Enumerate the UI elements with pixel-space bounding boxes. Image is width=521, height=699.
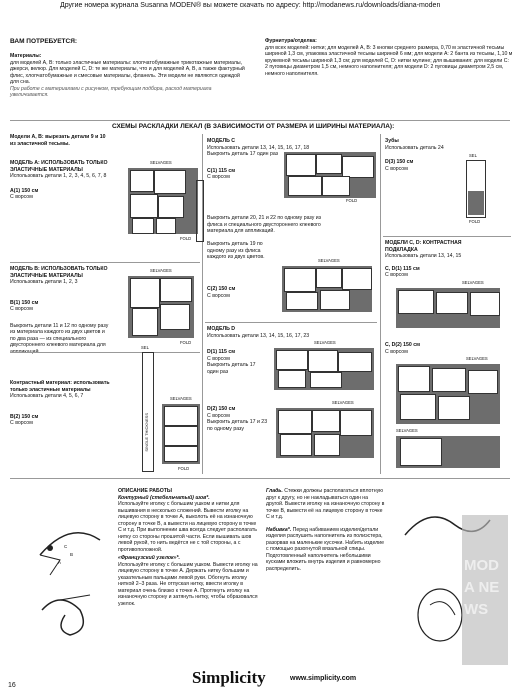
c2-size: C(2) 150 см bbox=[207, 286, 236, 292]
selvages-label: SELVAGES bbox=[150, 160, 172, 165]
fold-label: FOLD bbox=[180, 340, 192, 345]
pattern-piece bbox=[398, 290, 434, 314]
divider-col1-b bbox=[10, 352, 200, 353]
pattern-piece bbox=[286, 292, 318, 310]
c-note2: Выкроить деталь 19 по одному разу из флиса каждого из двух цветов. bbox=[207, 241, 265, 260]
layout-title: СХЕМЫ РАСКЛАДКИ ЛЕКАЛ (В ЗАВИСИМОСТИ ОТ РАЗМЕРА И ШИРИНЫ МАТЕРИАЛА): bbox=[112, 123, 395, 130]
contrast-parts: Использовать детали 4, 5, 6, 7 bbox=[10, 393, 84, 399]
fabric-area bbox=[468, 191, 484, 215]
top-note: Другие номера журнала Susanna MODEN® вы можете скачать по адресу: http://modanews.ru/downloads/diana-moden bbox=[60, 2, 441, 9]
cd-title: МОДЕЛИ C, D: КОНТРАСТНАЯ ПОДКЛАДКА bbox=[385, 240, 462, 253]
ab-cut-note: Модели A, B: вырезать детали 9 и 10 из эластичной тесьмы. bbox=[10, 134, 106, 147]
modelC-title: МОДЕЛЬ C bbox=[207, 138, 235, 144]
contrast-title: Контрастный материал: использовать только эластичные материалы bbox=[10, 380, 110, 393]
modelC-cut: Выкроить деталь 17 один раз bbox=[207, 151, 279, 157]
pattern-piece bbox=[132, 308, 158, 336]
point-a-label: A bbox=[58, 560, 62, 565]
pattern-piece bbox=[164, 406, 198, 426]
work-title: ОПИСАНИЕ РАБОТЫ bbox=[118, 488, 172, 494]
pattern-piece bbox=[400, 438, 442, 466]
materials-subtitle: Материалы: bbox=[10, 53, 42, 59]
modelB2-nap: С ворсом bbox=[10, 420, 33, 426]
c2-nap: С ворсом bbox=[207, 292, 230, 299]
layout-diagram-d1 bbox=[270, 340, 378, 396]
modelD-title: МОДЕЛЬ D bbox=[207, 326, 235, 332]
pattern-piece bbox=[278, 370, 306, 388]
cd-parts: Использовать детали 13, 14, 15 bbox=[385, 253, 462, 259]
layout-diagram-c1 bbox=[256, 146, 378, 206]
materials-body: для моделей A, B: только эластичные материалы: хлопчатобумажные трикотажные материалы, джерси, велюр. Для моделей C, D: те же материалы, что и для моделей A, B, а также фактурный флис, хлопчатобумажные и смесовые материалы, фланель. Эти модели не являются одеждой для сна. bbox=[10, 59, 245, 85]
modelB2-size: B(2) 150 см bbox=[10, 413, 39, 420]
teeth-strip bbox=[466, 153, 486, 224]
layout-diagram-c2 bbox=[258, 258, 378, 318]
french-title: «Французский узелок»*. bbox=[118, 555, 181, 561]
pattern-piece bbox=[470, 292, 500, 316]
modelA-size: A(1) 150 см bbox=[10, 187, 39, 194]
divider-col3 bbox=[383, 236, 511, 237]
stem-title: Контурный (стебельчатый) шов*. bbox=[118, 494, 210, 501]
notions-body: для всех моделей: нитки; для моделей A, B: 3 кнопки среднего размера, 0,70 м эластичной тесьмы шириной 1,3 см, упаковка эластичной тесьмы шириной 6 мм; для модели A: 2 банта из тесьмы, 1,10 м кружевной тесьмы шириной 1,3 см; для моделей C, D: нитки мулине; для вышивания: для модели C: 2 пуговицы диаметром 1,5 см, немного наполнителя; для модели D: 2 пуговицы диаметром 2,5 см, немного наполнителя. bbox=[265, 44, 513, 77]
stitch-illustration bbox=[30, 500, 110, 650]
sel-label: SEL bbox=[469, 153, 477, 158]
modelC-parts: Использовать детали 13, 14, 15, 16, 17, 18 bbox=[207, 144, 310, 151]
notions-section bbox=[265, 38, 513, 77]
c1-nap: С ворсом bbox=[207, 174, 230, 180]
pattern-piece bbox=[164, 426, 198, 446]
d2-nap: С ворсом bbox=[207, 412, 230, 419]
materials-section bbox=[10, 38, 250, 99]
modelA-title: МОДЕЛЬ A: ИСПОЛЬЗОВАТЬ ТОЛЬКО ЭЛАСТИЧНЫЕ МАТЕРИАЛЫ bbox=[10, 160, 108, 173]
selvages-label: SELVAGES bbox=[318, 258, 340, 263]
pattern-piece bbox=[340, 410, 372, 436]
pattern-piece bbox=[468, 370, 498, 394]
c1-size: C(1) 115 см bbox=[207, 167, 236, 174]
d1-size: D(1) 115 см bbox=[207, 349, 236, 355]
single-thickness-label: SINGLE THICKNESS bbox=[144, 413, 149, 452]
pattern-piece bbox=[310, 372, 342, 388]
teeth-parts: Использовать деталь 24 bbox=[385, 144, 444, 151]
pattern-piece bbox=[284, 268, 316, 292]
modelD-parts: Использовать детали 13, 14, 15, 16, 17, 23 bbox=[207, 332, 310, 339]
pattern-piece bbox=[312, 410, 340, 432]
fold-label: FOLD bbox=[346, 198, 358, 203]
pattern-piece bbox=[342, 268, 372, 290]
pattern-piece bbox=[338, 352, 372, 372]
pattern-piece bbox=[320, 290, 350, 310]
divider-work bbox=[10, 478, 510, 479]
d2-cut: Выкроить деталь 17 и 23 по одному разу bbox=[207, 419, 268, 432]
satin-title: Гладь. bbox=[266, 488, 283, 494]
selvages-label: SELVAGES bbox=[466, 356, 488, 361]
teeth-size: D(3) 150 см bbox=[385, 159, 414, 165]
pattern-piece bbox=[342, 156, 374, 178]
pattern-piece bbox=[132, 218, 154, 234]
pattern-piece bbox=[308, 350, 338, 372]
teeth-nap: С ворсом bbox=[385, 165, 408, 172]
c-note1: Выкроить детали 20, 21 и 22 по одному разу из флиса и специального двустороннего клеевого материала для аппликаций. bbox=[207, 215, 322, 234]
pattern-piece bbox=[164, 446, 198, 462]
page-number: 16 bbox=[8, 682, 16, 689]
pattern-piece bbox=[436, 292, 468, 314]
layout-diagram-b2 bbox=[158, 396, 202, 474]
watermark-text: MODA NEWS bbox=[464, 557, 500, 618]
pattern-piece bbox=[398, 366, 430, 392]
pattern-piece bbox=[158, 196, 184, 218]
modelB-note: Выкроить детали 11 и 12 по одному разу из материала каждого из двух цветов и по два раза — из специального двустороннего клеевого материала для bbox=[10, 322, 109, 348]
stem-body: Используйте иголку с большим ушком и нитки для вышивания в несколько сложений. Вывести иголку на лицевую сторону в точке A, выколоть её на изнаночную сторону в точке B, а вывести на лицевую сторону в точке C и т.д. При выполнении шва всегда следует располагать нитку со стороны прошитой части. Если вышивать шов левой рукой, то нить ведётся не с той стороны, а с противоположной. bbox=[118, 501, 257, 553]
layout-diagram-b1 bbox=[120, 268, 200, 348]
layout-diagram-a1 bbox=[120, 160, 200, 250]
pattern-piece bbox=[286, 154, 316, 176]
french-body: Используйте иголку с большим ушком. Вывести иголку на лицевую сторону в точке A. Держать нитку большим и указательным пальцами левой руки. Обогнуть иголку ниткой 2–3 раза. Не отпуская нитку, ввести иголку в материал очень близко к точке A. Протянуть иголку на изнаночную сторону и затянуть нитку, чтобы образовался узелок. bbox=[118, 561, 258, 607]
pattern-piece bbox=[322, 176, 350, 196]
teeth-title: Зубы bbox=[385, 138, 399, 144]
divider-top bbox=[10, 120, 510, 121]
pattern-piece bbox=[154, 170, 186, 194]
single-thickness-strip bbox=[141, 345, 154, 472]
elastic-strip bbox=[196, 180, 204, 242]
pattern-piece bbox=[156, 218, 176, 234]
pattern-piece bbox=[280, 434, 312, 456]
selvages-label: SELVAGES bbox=[396, 428, 418, 433]
point-b-label: B bbox=[70, 552, 74, 557]
d2-size: D(2) 150 см bbox=[207, 406, 236, 412]
pattern-piece bbox=[160, 278, 192, 302]
footer-url[interactable]: www.simplicity.com bbox=[290, 675, 357, 682]
satin-body: Стежки должны располагаться вплотную друг к другу, но не накладываться один на другой. Вывести иголку на изнаночную сторону в точке B, вывести её на лицевую сторону в точке C и т.д. bbox=[266, 488, 385, 520]
cd2-size: C, D(2) 150 см bbox=[385, 342, 420, 348]
work-col-b bbox=[266, 488, 386, 572]
fold-label: FOLD bbox=[469, 219, 481, 224]
point-c-label: C bbox=[64, 544, 68, 549]
selvages-label: SELVAGES bbox=[314, 340, 336, 345]
pattern-piece bbox=[316, 268, 342, 288]
modelA-parts: Использовать детали 1, 2, 3, 4, 5, 6, 7, 8 bbox=[10, 173, 107, 179]
layout-diagram-cd2 bbox=[392, 356, 504, 472]
layout-diagram-cd1 bbox=[392, 280, 504, 334]
cd1-nap: С ворсом bbox=[385, 272, 408, 278]
selvages-label: SELVAGES bbox=[170, 396, 192, 401]
pattern-piece bbox=[130, 170, 154, 192]
pattern-piece bbox=[316, 154, 342, 174]
divider-col2 bbox=[380, 134, 381, 474]
d1-nap: С ворсом bbox=[207, 355, 230, 362]
materials-note: При работе с материалами с рисунком, требующим подбора, расход материала увеличивается. bbox=[10, 85, 212, 98]
notions-title: Фурнитура/отделка: bbox=[265, 38, 317, 44]
divider-col1-a bbox=[10, 262, 200, 263]
pattern-piece bbox=[314, 434, 340, 456]
fold-label: FOLD bbox=[180, 236, 192, 241]
stuffing-body: Перед набиванием изделия/детали изделия распушить наполнитель из полиэстера, разорвав на маленькие кусочки. Набить изделие с помощью разогнутой вязальной спицы. Подготовленный наполнитель небольшими кусками вложить внутрь изделия и равномерно распределить. bbox=[266, 526, 384, 572]
d1-cut: Выкроить деталь 17 один раз bbox=[207, 362, 256, 375]
pattern-piece bbox=[160, 304, 190, 330]
modelB-title: МОДЕЛЬ B: ИСПОЛЬЗОВАТЬ ТОЛЬКО ЭЛАСТИЧНЫЕ МАТЕРИАЛЫ bbox=[10, 266, 108, 279]
fold-label: FOLD bbox=[178, 466, 190, 471]
modelA-nap: С ворсом bbox=[10, 194, 33, 200]
sel-label: SEL bbox=[141, 345, 149, 350]
pattern-piece bbox=[432, 368, 466, 392]
selvages-label: SELVAGES bbox=[462, 280, 484, 285]
pattern-piece bbox=[438, 396, 470, 420]
modelB-size: B(1) 150 см bbox=[10, 299, 39, 306]
materials-title: ВАМ ПОТРЕБУЕТСЯ: bbox=[10, 38, 78, 45]
pattern-piece bbox=[278, 410, 312, 434]
cd2-nap: С ворсом bbox=[385, 348, 408, 355]
layout-diagram-d2 bbox=[272, 400, 378, 464]
modelB-nap: С ворсом bbox=[10, 306, 33, 312]
cd1-size: C, D(1) 115 см bbox=[385, 265, 420, 272]
pattern-piece bbox=[276, 350, 308, 370]
pattern-piece bbox=[400, 394, 436, 420]
pattern-piece bbox=[130, 278, 160, 308]
selvages-label: SELVAGES bbox=[150, 268, 172, 273]
work-col-a bbox=[118, 488, 258, 607]
pattern-piece bbox=[288, 176, 322, 196]
modelB-parts: Использовать детали 1, 2, 3 bbox=[10, 279, 78, 285]
stuffing-title: Набивка*. bbox=[266, 526, 292, 533]
divider-col2 bbox=[205, 322, 377, 323]
selvages-label: SELVAGES bbox=[332, 400, 354, 405]
pattern-piece bbox=[130, 194, 158, 218]
stuffing-illustration bbox=[400, 495, 510, 665]
brand-logo: Simplicity bbox=[192, 668, 266, 687]
